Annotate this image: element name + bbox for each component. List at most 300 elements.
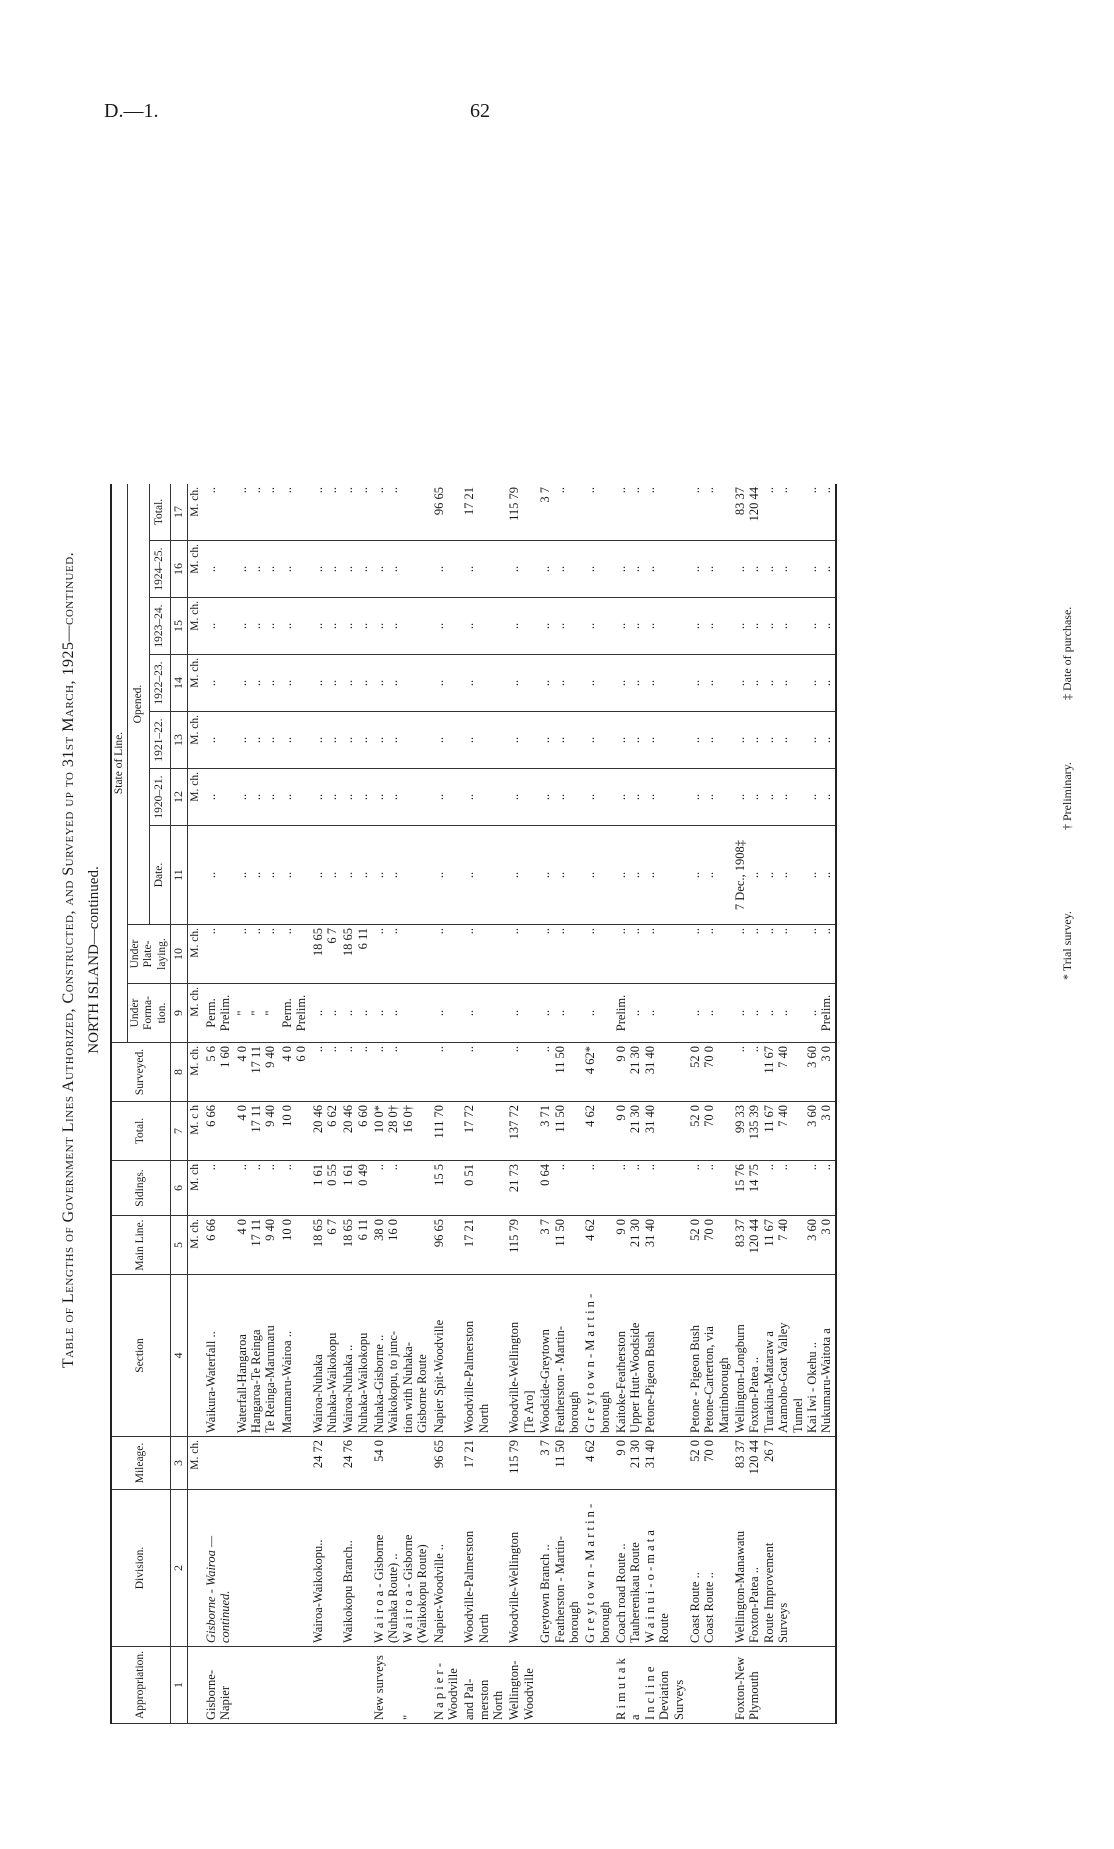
footnote-trial-survey: * Trial survey. (1060, 911, 1074, 980)
unit-1921-22: M. ch. (187, 712, 203, 769)
page-reference: D.—1. (104, 100, 159, 122)
division-cell: Wairoa-Waikokopu.. (310, 1490, 341, 1647)
appropriation-cell (687, 1647, 732, 1724)
table-row (582, 484, 613, 1724)
table-row (613, 484, 687, 1724)
table-subtitle: NORTH ISLAND—continued. (86, 866, 102, 1054)
sidings-cell: 15 5 (431, 1161, 462, 1216)
under-platelaying-cell: .. (279, 925, 310, 984)
opened-total-cell: 96 65 (431, 484, 462, 541)
total-cell: 52 0 70 0 (687, 1102, 732, 1161)
opened-1921-22-cell: .. .. .. .. .. .. (732, 712, 836, 769)
sidings-cell: 0 64 .. (537, 1161, 582, 1216)
surveyed-cell: .. .. 11 67 7 40 3 60 3 0 (732, 1043, 836, 1102)
opened-date-cell: .. (582, 826, 613, 925)
opened-date-cell: .. (431, 826, 462, 925)
opened-1923-24-cell: .. .. .. (234, 598, 279, 655)
header-1922-23: 1922–23. (149, 655, 170, 712)
appropriation-cell: R i m u t a k a I n c l i n e Deviation Surveys (613, 1647, 687, 1724)
under-formation-cell: Perm. Prelim. (203, 984, 234, 1043)
opened-1921-22-cell: .. .. .. (234, 712, 279, 769)
opened-1920-21-cell: .. .. (687, 769, 732, 826)
main-line-cell: 52 0 70 0 (687, 1216, 732, 1275)
main-line-cell: 10 0 (279, 1216, 310, 1275)
column-number: 15 (170, 598, 187, 655)
header-under-formation: Under Forma-tion. (128, 984, 171, 1043)
surveyed-cell: 4 0 6 0 (279, 1043, 310, 1102)
section-cell: Marumaru-Wairoa .. (279, 1275, 310, 1437)
unit-platelaying: M. ch. (187, 925, 203, 984)
sidings-cell: 0 51 (461, 1161, 506, 1216)
opened-1922-23-cell: .. (431, 655, 462, 712)
under-formation-cell: .. (506, 984, 537, 1043)
column-number: 2 (170, 1490, 187, 1647)
column-number: 8 (170, 1043, 187, 1102)
appropriation-cell (279, 1647, 310, 1724)
header-1920-21: 1920–21. (149, 769, 170, 826)
opened-1921-22-cell: .. .. (687, 712, 732, 769)
opened-1921-22-cell: .. .. (310, 712, 341, 769)
footnote-date-of-purchase: ‡ Date of purchase. (1060, 606, 1074, 700)
division-cell: Woodville-Wellington (506, 1490, 537, 1647)
total-cell: 9 0 21 30 31 40 (613, 1102, 687, 1161)
opened-1922-23-cell: .. .. .. (234, 655, 279, 712)
opened-1920-21-cell: .. (203, 769, 234, 826)
division-cell: Woodville-Palmerston North (461, 1490, 506, 1647)
opened-1923-24-cell: .. (506, 598, 537, 655)
under-platelaying-cell: 18 65 6 7 (310, 925, 341, 984)
opened-1920-21-cell: .. (461, 769, 506, 826)
header-opened-total: Total. (149, 484, 170, 541)
opened-total-cell: 17 21 (461, 484, 506, 541)
total-cell: 6 66 (203, 1102, 234, 1161)
total-cell: 4 0 17 11 9 40 (234, 1102, 279, 1161)
opened-1920-21-cell: .. (506, 769, 537, 826)
under-formation-cell: .. (582, 984, 613, 1043)
opened-total-cell: .. (203, 484, 234, 541)
sidings-cell: .. (279, 1161, 310, 1216)
table-row (371, 484, 431, 1724)
main-line-cell: 17 21 (461, 1216, 506, 1275)
opened-1924-25-cell: .. .. (537, 541, 582, 598)
section-cell: Nuhaka-Gisborne .. Waikokopu, to junc- tion with Nuhaka- Gisborne Route (371, 1275, 431, 1437)
sidings-cell: 1 61 0 49 (340, 1161, 371, 1216)
opened-1920-21-cell: .. (582, 769, 613, 826)
surveyed-cell: 5 6 1 60 (203, 1043, 234, 1102)
units-row (187, 484, 203, 1724)
mileage-cell: 52 0 70 0 (687, 1437, 732, 1490)
unit-surveyed: M. ch. (187, 1043, 203, 1102)
opened-1920-21-cell: .. (431, 769, 462, 826)
unit-main: M. ch. (187, 1216, 203, 1275)
section-cell: Petone - Pigeon Bush Petone-Carterton, via Martinborough (687, 1275, 732, 1437)
sidings-cell: 1 61 0 55 (310, 1161, 341, 1216)
table-row (687, 484, 732, 1724)
opened-date-cell: .. (461, 826, 506, 925)
under-platelaying-cell: .. .. .. (234, 925, 279, 984)
division-cell: Gisborne - Wairoa — continued. (203, 1490, 234, 1647)
under-platelaying-cell: .. (203, 925, 234, 984)
sidings-cell: .. .. .. (234, 1161, 279, 1216)
opened-1920-21-cell: .. .. .. (613, 769, 687, 826)
main-line-cell: 4 0 17 11 9 40 (234, 1216, 279, 1275)
opened-total-cell: .. .. (340, 484, 371, 541)
surveyed-cell: 52 0 70 0 (687, 1043, 732, 1102)
column-number: 7 (170, 1102, 187, 1161)
appropriation-cell: New surveys " (371, 1647, 431, 1724)
column-number: 9 (170, 984, 187, 1043)
mileage-cell: 96 65 (431, 1437, 462, 1490)
opened-total-cell: 3 7 .. (537, 484, 582, 541)
division-cell: Coach road Route .. Tauherenikau Route W a i n u i - o - m a t a Route (613, 1490, 687, 1647)
column-number: 11 (170, 826, 187, 925)
opened-1923-24-cell: .. (203, 598, 234, 655)
opened-1921-22-cell: .. (582, 712, 613, 769)
division-cell: Waikokopu Branch.. (340, 1490, 371, 1647)
column-number: 3 (170, 1437, 187, 1490)
main-line-cell: 115 79 (506, 1216, 537, 1275)
unit-total: M. c h (187, 1102, 203, 1161)
opened-1924-25-cell: .. .. (310, 541, 341, 598)
opened-1921-22-cell: .. (506, 712, 537, 769)
sidings-cell: 21 73 (506, 1161, 537, 1216)
column-number: 10 (170, 925, 187, 984)
appropriation-cell (234, 1647, 279, 1724)
header-division: Division. (111, 1490, 170, 1647)
surveyed-cell: 9 0 21 30 31 40 (613, 1043, 687, 1102)
division-cell: G r e y t o w n - M a r t i n - borough (582, 1490, 613, 1647)
opened-1923-24-cell: .. .. .. (613, 598, 687, 655)
section-cell: Wairoa-Nuhaka Nuhaka-Waikokopu (310, 1275, 341, 1437)
opened-total-cell: .. (279, 484, 310, 541)
under-formation-cell: .. .. (310, 984, 341, 1043)
division-cell: Wellington-Manawatu Foxton-Patea .. Route Improvement Surveys (732, 1490, 836, 1647)
opened-total-cell: .. .. (687, 484, 732, 541)
section-cell: Waikura-Waterfall .. (203, 1275, 234, 1437)
under-platelaying-cell: .. (461, 925, 506, 984)
footnote-preliminary: † Preliminary. (1060, 762, 1074, 830)
opened-1923-24-cell: .. .. (687, 598, 732, 655)
section-cell: Woodville-Palmerston North (461, 1275, 506, 1437)
opened-1924-25-cell: .. (506, 541, 537, 598)
opened-1924-25-cell: .. (582, 541, 613, 598)
opened-total-cell: 83 37 120 44 .. .. .. .. (732, 484, 836, 541)
header-under-platelaying: Under Plate-laying. (128, 925, 171, 984)
mileage-cell (234, 1437, 279, 1490)
opened-1922-23-cell: .. .. (687, 655, 732, 712)
table-row (279, 484, 310, 1724)
total-cell: 17 72 (461, 1102, 506, 1161)
sidings-cell: .. .. .. (613, 1161, 687, 1216)
opened-1924-25-cell: .. .. .. (613, 541, 687, 598)
unit-1922-23: M. ch. (187, 655, 203, 712)
division-cell: W a i r o a - Gisborne (Nuhaka Route) .. W a i r o a - Gisborne (Waikokopu Route) (371, 1490, 431, 1647)
appropriation-cell (537, 1647, 582, 1724)
under-platelaying-cell: .. .. .. (613, 925, 687, 984)
surveyed-cell: .. .. (371, 1043, 431, 1102)
division-cell (234, 1490, 279, 1647)
under-platelaying-cell: .. (431, 925, 462, 984)
header-total: Total. (111, 1102, 170, 1161)
opened-1923-24-cell: .. (279, 598, 310, 655)
header-opened: Opened. (128, 484, 149, 925)
opened-1922-23-cell: .. .. (310, 655, 341, 712)
appropriation-cell (310, 1647, 341, 1724)
table-body (187, 484, 835, 1724)
surveyed-cell: .. (431, 1043, 462, 1102)
header-main-line: Main Line. (111, 1216, 170, 1275)
opened-1922-23-cell: .. (582, 655, 613, 712)
opened-date-cell: .. .. .. (613, 826, 687, 925)
opened-1920-21-cell: .. .. (340, 769, 371, 826)
opened-date-cell: 7 Dec., 1908‡ .. .. .. .. .. (732, 826, 836, 925)
unit-1923-24: M. ch. (187, 598, 203, 655)
header-section: Section (111, 1275, 170, 1437)
column-number: 12 (170, 769, 187, 826)
total-cell: 20 46 6 62 (310, 1102, 341, 1161)
under-formation-cell: .. (431, 984, 462, 1043)
sidings-cell: .. .. (687, 1161, 732, 1216)
column-number: 16 (170, 541, 187, 598)
appropriation-cell (340, 1647, 371, 1724)
opened-1923-24-cell: .. (431, 598, 462, 655)
unit-opened-total: M. ch. (187, 484, 203, 541)
opened-1920-21-cell: .. .. (371, 769, 431, 826)
header-date: Date. (149, 826, 170, 925)
division-cell: Napier-Woodville .. (431, 1490, 462, 1647)
total-cell: 10 0 (279, 1102, 310, 1161)
section-cell: Wellington-Longburn Foxton-Patea .. Turakina-Mataraw a Aramoho-Goat Valley Tunnel Kai Iwi - Okehu .. Nukumaru-Waitota a (732, 1275, 836, 1437)
unit-1924-25: M. ch. (187, 541, 203, 598)
opened-1924-25-cell: .. .. .. .. .. .. (732, 541, 836, 598)
header-1923-24: 1923–24. (149, 598, 170, 655)
opened-date-cell: .. .. (340, 826, 371, 925)
total-cell: 137 72 (506, 1102, 537, 1161)
opened-total-cell: .. .. .. (234, 484, 279, 541)
mileage-cell: 24 72 (310, 1437, 341, 1490)
surveyed-cell: .. .. (340, 1043, 371, 1102)
opened-1921-22-cell: .. .. (537, 712, 582, 769)
under-platelaying-cell: .. .. (537, 925, 582, 984)
total-cell: 20 46 6 60 (340, 1102, 371, 1161)
opened-1922-23-cell: .. (203, 655, 234, 712)
appropriation-cell: Gisborne- Napier (203, 1647, 234, 1724)
main-line-cell: 6 66 (203, 1216, 234, 1275)
sidings-cell: 15 76 14 75 .. .. .. .. (732, 1161, 836, 1216)
main-line-cell: 18 65 6 7 (310, 1216, 341, 1275)
opened-1924-25-cell: .. .. (340, 541, 371, 598)
column-number: 13 (170, 712, 187, 769)
division-cell (279, 1490, 310, 1647)
opened-date-cell: .. (506, 826, 537, 925)
mileage-cell: 83 37 120 44 26 7 (732, 1437, 836, 1490)
total-cell: 3 71 11 50 (537, 1102, 582, 1161)
column-number: 6 (170, 1161, 187, 1216)
lines-table (110, 484, 837, 1724)
section-cell: Napier Spit-Woodville (431, 1275, 462, 1437)
under-platelaying-cell: .. (506, 925, 537, 984)
total-cell: 10 0* 28 0† 16 0† (371, 1102, 431, 1161)
table-row (310, 484, 341, 1724)
surveyed-cell: .. (461, 1043, 506, 1102)
opened-1922-23-cell: .. .. .. .. .. .. (732, 655, 836, 712)
opened-date-cell: .. .. (687, 826, 732, 925)
opened-1921-22-cell: .. (279, 712, 310, 769)
opened-1923-24-cell: .. (461, 598, 506, 655)
appropriation-cell (582, 1647, 613, 1724)
table-row (203, 484, 234, 1724)
main-line-cell: 3 7 11 50 (537, 1216, 582, 1275)
opened-1920-21-cell: .. (279, 769, 310, 826)
section-cell: G r e y t o w n - M a r t i n - borough (582, 1275, 613, 1437)
opened-1923-24-cell: .. .. (371, 598, 431, 655)
opened-date-cell: .. .. (371, 826, 431, 925)
surveyed-cell: .. (506, 1043, 537, 1102)
opened-1921-22-cell: .. .. (340, 712, 371, 769)
appropriation-cell: Wellington- Woodville (506, 1647, 537, 1724)
opened-1923-24-cell: .. .. (340, 598, 371, 655)
surveyed-cell: 4 0 17 11 9 40 (234, 1043, 279, 1102)
under-platelaying-cell: 18 65 6 11 (340, 925, 371, 984)
under-formation-cell: .. .. (687, 984, 732, 1043)
under-formation-cell: .. .. .. .. .. Prelim. (732, 984, 836, 1043)
header-surveyed: Surveyed. (111, 1043, 170, 1102)
section-cell: Waterfall-Hangaroa Hangaroa-Te Reinga Te Reinga-Marumaru (234, 1275, 279, 1437)
opened-1923-24-cell: .. .. (537, 598, 582, 655)
opened-1921-22-cell: .. (461, 712, 506, 769)
opened-total-cell: .. .. (310, 484, 341, 541)
opened-1920-21-cell: .. .. .. (234, 769, 279, 826)
sidings-cell: .. (582, 1161, 613, 1216)
opened-1924-25-cell: .. .. (687, 541, 732, 598)
unit-sidings: M. ch (187, 1161, 203, 1216)
opened-1922-23-cell: .. .. (537, 655, 582, 712)
under-platelaying-cell: .. .. (687, 925, 732, 984)
unit-1920-21: M. ch. (187, 769, 203, 826)
opened-date-cell: .. .. (537, 826, 582, 925)
table-row (234, 484, 279, 1724)
opened-1923-24-cell: .. .. .. .. .. .. (732, 598, 836, 655)
surveyed-cell: .. .. (310, 1043, 341, 1102)
opened-1921-22-cell: .. .. .. (613, 712, 687, 769)
section-cell: Kaitoke-Featherston Upper Hutt-Woodside Petone-Pigeon Bush (613, 1275, 687, 1437)
opened-1924-25-cell: .. (431, 541, 462, 598)
main-line-cell: 9 0 21 30 31 40 (613, 1216, 687, 1275)
column-number: 17 (170, 484, 187, 541)
section-cell: Woodside-Greytown Featherston - Martin- borough (537, 1275, 582, 1437)
mileage-cell: 3 7 11 50 (537, 1437, 582, 1490)
opened-1924-25-cell: .. (279, 541, 310, 598)
opened-1924-25-cell: .. .. .. (234, 541, 279, 598)
under-formation-cell: .. (461, 984, 506, 1043)
opened-1921-22-cell: .. .. (371, 712, 431, 769)
column-number: 4 (170, 1275, 187, 1437)
table-row (732, 484, 836, 1724)
under-formation-cell: Perm. Prelim. (279, 984, 310, 1043)
rotated-table-area (60, 160, 1100, 1760)
header-1921-22: 1921–22. (149, 712, 170, 769)
opened-1922-23-cell: .. .. (340, 655, 371, 712)
column-number: 14 (170, 655, 187, 712)
opened-1920-21-cell: .. .. (310, 769, 341, 826)
table-row (537, 484, 582, 1724)
appropriation-cell: and Pal- merston North (461, 1647, 506, 1724)
mileage-cell: 115 79 (506, 1437, 537, 1490)
surveyed-cell: .. 11 50 (537, 1043, 582, 1102)
opened-1922-23-cell: .. .. .. (613, 655, 687, 712)
under-platelaying-cell: .. .. (371, 925, 431, 984)
opened-1924-25-cell: .. (461, 541, 506, 598)
section-cell: Woodville-Wellington [Te Aro] (506, 1275, 537, 1437)
opened-1923-24-cell: .. .. (310, 598, 341, 655)
appropriation-cell: Foxton-New Plymouth (732, 1647, 836, 1724)
opened-1920-21-cell: .. .. .. .. .. .. (732, 769, 836, 826)
opened-1922-23-cell: .. .. (371, 655, 431, 712)
opened-date-cell: .. .. (310, 826, 341, 925)
under-formation-cell: .. .. (371, 984, 431, 1043)
mileage-cell (203, 1437, 234, 1490)
table-row (461, 484, 506, 1724)
under-formation-cell: " " " (234, 984, 279, 1043)
unit-mileage: M. ch. (187, 1437, 203, 1490)
main-line-cell: 38 0 16 0 (371, 1216, 431, 1275)
header-state-of-line: State of Line. (111, 484, 128, 1043)
opened-date-cell: .. (203, 826, 234, 925)
mileage-cell: 4 62 (582, 1437, 613, 1490)
header-mileage: Mileage. (111, 1437, 170, 1490)
opened-total-cell: .. (582, 484, 613, 541)
division-cell: Coast Route .. Coast Route .. (687, 1490, 732, 1647)
sidings-cell: .. .. (371, 1161, 431, 1216)
under-formation-cell: .. .. (340, 984, 371, 1043)
opened-date-cell: .. (279, 826, 310, 925)
mileage-cell: 9 0 21 30 31 40 (613, 1437, 687, 1490)
under-platelaying-cell: .. .. .. .. .. .. (732, 925, 836, 984)
opened-1922-23-cell: .. (461, 655, 506, 712)
table-row (506, 484, 537, 1724)
opened-1923-24-cell: .. (582, 598, 613, 655)
opened-1922-23-cell: .. (279, 655, 310, 712)
under-formation-cell: Prelim. .. .. (613, 984, 687, 1043)
column-number: 5 (170, 1216, 187, 1275)
appropriation-cell: N a p i e r - Woodville (431, 1647, 462, 1724)
opened-1921-22-cell: .. (431, 712, 462, 769)
unit-formation: M. ch. (187, 984, 203, 1043)
header-appropriation: Appropriation. (111, 1647, 170, 1724)
mileage-cell (279, 1437, 310, 1490)
under-formation-cell: .. .. (537, 984, 582, 1043)
opened-total-cell: .. .. .. (613, 484, 687, 541)
sidings-cell: .. (203, 1161, 234, 1216)
header-sidings: Sidings. (111, 1161, 170, 1216)
column-number: 1 (170, 1647, 187, 1724)
opened-date-cell: .. .. .. (234, 826, 279, 925)
header-1924-25: 1924–25. (149, 541, 170, 598)
main-line-cell: 18 65 6 11 (340, 1216, 371, 1275)
opened-1920-21-cell: .. .. (537, 769, 582, 826)
total-cell: 111 70 (431, 1102, 462, 1161)
mileage-cell: 17 21 (461, 1437, 506, 1490)
main-line-cell: 96 65 (431, 1216, 462, 1275)
mileage-cell: 54 0 (371, 1437, 431, 1490)
table-row (431, 484, 462, 1724)
under-platelaying-cell: .. (582, 925, 613, 984)
opened-total-cell: 115 79 (506, 484, 537, 541)
table-row (340, 484, 371, 1724)
opened-total-cell: .. .. (371, 484, 431, 541)
mileage-cell: 24 76 (340, 1437, 371, 1490)
page-number: 62 (470, 100, 490, 122)
